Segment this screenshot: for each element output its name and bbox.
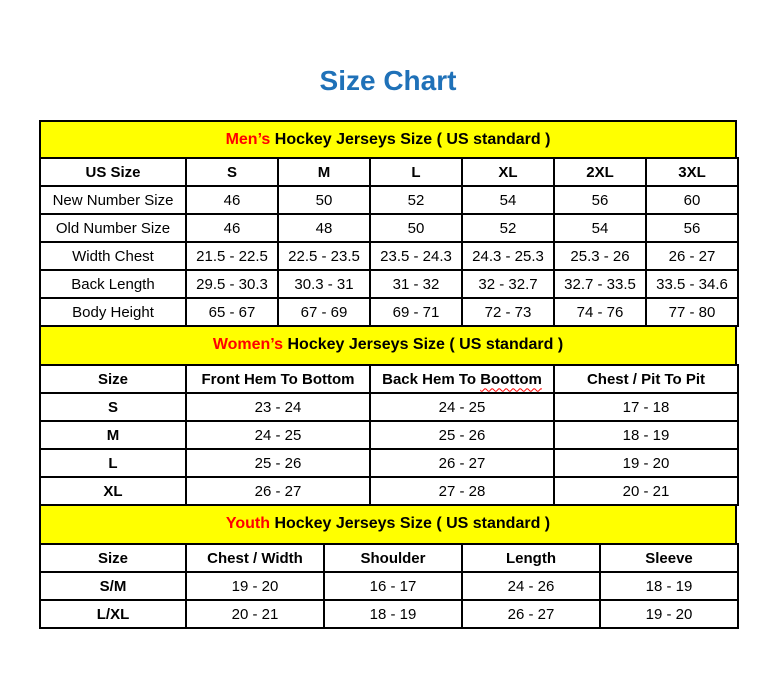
- cell: 56: [554, 186, 646, 214]
- column-header: Length: [462, 544, 600, 572]
- table-row: [40, 242, 738, 270]
- section-table: [39, 543, 739, 629]
- cell: 69 - 71: [370, 298, 462, 326]
- cell: 16 - 17: [324, 572, 462, 600]
- table-row: [40, 572, 738, 600]
- column-header: Chest / Pit To Pit: [554, 365, 738, 393]
- cell: 25 - 26: [370, 421, 554, 449]
- column-header: M: [278, 158, 370, 186]
- cell: 18 - 19: [324, 600, 462, 628]
- cell: 19 - 20: [186, 572, 324, 600]
- cell: 24 - 25: [370, 393, 554, 421]
- table-row: [40, 270, 738, 298]
- cell: 77 - 80: [646, 298, 738, 326]
- column-header: 2XL: [554, 158, 646, 186]
- cell: 23.5 - 24.3: [370, 242, 462, 270]
- column-header: Front Hem To Bottom: [186, 365, 370, 393]
- cell: 52: [370, 186, 462, 214]
- row-label: Back Length: [40, 270, 186, 298]
- cell: 26 - 27: [462, 600, 600, 628]
- row-label: L: [40, 449, 186, 477]
- column-header: Sleeve: [600, 544, 738, 572]
- column-header: L: [370, 158, 462, 186]
- row-label: Width Chest: [40, 242, 186, 270]
- cell: 30.3 - 31: [278, 270, 370, 298]
- section-band: [39, 327, 737, 364]
- cell: 24.3 - 25.3: [462, 242, 554, 270]
- cell: 20 - 21: [186, 600, 324, 628]
- cell: 50: [370, 214, 462, 242]
- cell: 50: [278, 186, 370, 214]
- table-row: [40, 393, 738, 421]
- cell: 46: [186, 186, 278, 214]
- cell: 26 - 27: [370, 449, 554, 477]
- header-row: [40, 158, 738, 186]
- column-header: Size: [40, 365, 186, 393]
- section-table: [39, 157, 739, 327]
- size-chart-table: [39, 120, 737, 629]
- cell: 24 - 26: [462, 572, 600, 600]
- table-row: [40, 214, 738, 242]
- cell: 18 - 19: [554, 421, 738, 449]
- section-band: [39, 120, 737, 157]
- cell: 54: [554, 214, 646, 242]
- table-row: [40, 421, 738, 449]
- cell: 31 - 32: [370, 270, 462, 298]
- cell: 52: [462, 214, 554, 242]
- cell: 60: [646, 186, 738, 214]
- cell: 25.3 - 26: [554, 242, 646, 270]
- header-row: [40, 365, 738, 393]
- column-header: Shoulder: [324, 544, 462, 572]
- cell: 74 - 76: [554, 298, 646, 326]
- cell: 32.7 - 33.5: [554, 270, 646, 298]
- cell: 32 - 32.7: [462, 270, 554, 298]
- cell: 17 - 18: [554, 393, 738, 421]
- column-header: 3XL: [646, 158, 738, 186]
- cell: 19 - 20: [554, 449, 738, 477]
- cell: 23 - 24: [186, 393, 370, 421]
- column-header: US Size: [40, 158, 186, 186]
- table-row: [40, 477, 738, 505]
- section-band: [39, 506, 737, 543]
- row-label: XL: [40, 477, 186, 505]
- cell: 18 - 19: [600, 572, 738, 600]
- section-band-text: Hockey Jerseys Size ( US standard ): [270, 515, 551, 532]
- section-band-text: Hockey Jerseys Size ( US standard ): [283, 336, 564, 353]
- column-header: [370, 365, 554, 393]
- section-band-highlight: Women’s: [212, 336, 284, 353]
- cell: 65 - 67: [186, 298, 278, 326]
- cell: 24 - 25: [186, 421, 370, 449]
- table-row: [40, 600, 738, 628]
- section-band-text: Hockey Jerseys Size ( US standard ): [270, 131, 551, 148]
- section-table: [39, 364, 739, 506]
- column-header: XL: [462, 158, 554, 186]
- cell: 22.5 - 23.5: [278, 242, 370, 270]
- cell: 29.5 - 30.3: [186, 270, 278, 298]
- cell: 48: [278, 214, 370, 242]
- section-band-highlight: Men’s: [225, 131, 271, 148]
- row-label: Old Number Size: [40, 214, 186, 242]
- cell: 25 - 26: [186, 449, 370, 477]
- cell: 33.5 - 34.6: [646, 270, 738, 298]
- header-row: [40, 544, 738, 572]
- row-label: L/XL: [40, 600, 186, 628]
- misspelled-word: Boottom: [480, 370, 542, 388]
- cell: 56: [646, 214, 738, 242]
- cell: 19 - 20: [600, 600, 738, 628]
- cell: 72 - 73: [462, 298, 554, 326]
- row-label: S/M: [40, 572, 186, 600]
- row-label: M: [40, 421, 186, 449]
- table-row: [40, 449, 738, 477]
- cell: 26 - 27: [186, 477, 370, 505]
- table-row: [40, 298, 738, 326]
- table-row: [40, 186, 738, 214]
- page-title: Size Chart: [319, 65, 457, 96]
- row-label: Body Height: [40, 298, 186, 326]
- column-header: S: [186, 158, 278, 186]
- cell: 46: [186, 214, 278, 242]
- cell: 27 - 28: [370, 477, 554, 505]
- column-header: Chest / Width: [186, 544, 324, 572]
- cell: 26 - 27: [646, 242, 738, 270]
- cell: 21.5 - 22.5: [186, 242, 278, 270]
- column-header: Size: [40, 544, 186, 572]
- section-band-highlight: Youth: [225, 515, 270, 532]
- cell: 54: [462, 186, 554, 214]
- column-header-text: Back Hem To: [382, 370, 481, 388]
- cell: 67 - 69: [278, 298, 370, 326]
- row-label: S: [40, 393, 186, 421]
- row-label: New Number Size: [40, 186, 186, 214]
- cell: 20 - 21: [554, 477, 738, 505]
